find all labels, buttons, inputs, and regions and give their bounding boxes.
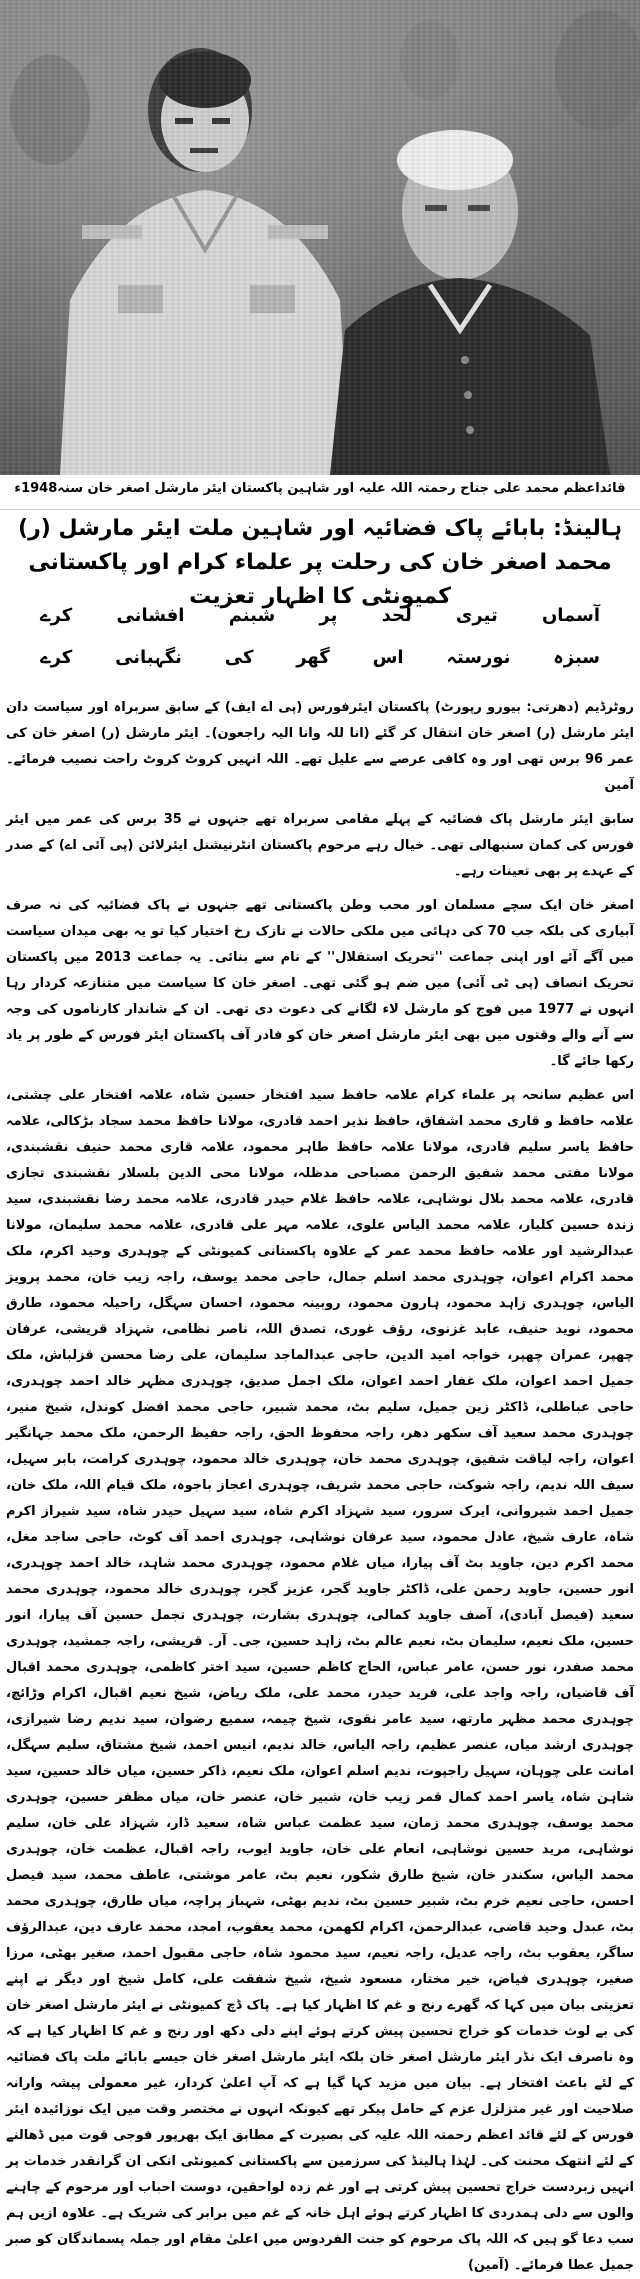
article-body: [6, 695, 634, 2279]
verse-word: اس: [372, 647, 404, 668]
verse-line-2: [40, 647, 600, 668]
verse-line-1: [40, 605, 600, 626]
paragraph-politics: اصغر خان ایک سچے مسلمان اور محب وطن پاکستانی تھے جنہوں نے پاک فضائیہ کی نہ صرف آبیاری کی بلکہ جب 70 کی دہائی میں ملکی حالات نے نازک رخ اختیار کیا تو یہ بھی میدان سیاست میں آگے آئے اور اپنی جماعت ''تحریک استقلال'' کے نام سے بنائی۔ یہ جماعت 2013 میں پاکستان تحریک انصاف (پی ٹی آئی) میں ضم ہو گئی تھی۔ اصغر خان کا سیاست میں متنازعہ کردار رہا انہوں نے 1977 میں فوج کو مارشل لاء لگانے کی دعوت دی تھی۔ ان کے شاندار کارناموں کی وجہ سے آنے والے وقتوں میں بھی ایئر مارشل اصغر خان کو فادر آف پاکستان ایئر فورس کے طور پر یاد رکھا جائے گا۔: [6, 898, 634, 1069]
paragraph-intro: روٹرڈیم (دھرتی: بیورو رپورٹ) پاکستان ایئرفورس (پی اے ایف) کے سابق سربراہ اور سیاست دان ایئر مارشل (ر) اصغر خان انتقال کر گئے (انا للہ وانا الیہ راجعون)۔ ایئر مارشل (ر) اصغر خان کی عمر 96 برس تھی اور وہ کافی عرصے سے علیل تھے۔ اللہ انہیں کروٹ کروٹ راحت نصیب فرمائے۔ آمین: [6, 700, 634, 793]
verse-word: سبزہ: [553, 647, 600, 668]
verse-word: نورستہ: [446, 647, 511, 668]
divider: [0, 509, 640, 510]
verse-word: کرے: [40, 647, 73, 668]
verse-word: افشانی: [116, 605, 185, 626]
photo-caption: قائداعظم محمد علی جناح رحمتہ اللہ علیہ اور شاہین پاکستان ایئر مارشل اصغر خان سنہ1948ء: [14, 481, 626, 496]
headline: ہالینڈ: بابائے پاک فضائیہ اور شاہین ملت ایئر مارشل (ر) محمد اصغر خان کی رحلت پر علماء کرام اور پاکستانی کمیونٹی کا اظہار تعزیت: [18, 516, 622, 609]
verse-word: نگہبانی: [115, 647, 182, 668]
paragraph-condolences: اس عظیم سانحہ پر علماء کرام علامہ حافظ سید افتخار حسین شاہ، علامہ افتخار علی چشتی، علامہ حافظ و قاری محمد اشفاق، حافظ نذیر احمد قادری، مولانا حافظ محمد سجاد بڑکالی، علامہ حافظ یاسر سلیم قادری، مولانا علامہ حافظ طاہر محمود، علامہ قاری محمد حنیف نقشبندی، مولانا مفتی محمد شفیق الرحمن مصباحی مدظلہ، مولانا محی الدین بلسلار نقشبندی تجازی قادری، علامہ محمد بلال نوشاہی، علامہ حافظ غلام حیدر قادری، علامہ محمد رضا نقشبندی، سید زندہ حسین کلیار، علامہ محمد الیاس علوی، علامہ مہر علی قادری، علامہ محمد سلیمان، مولانا عبدالرشید اور علامہ حافظ محمد عمر کے علاوہ پاکستانی کمیونٹی کے چوہدری وحید اکرم، ملک محمد اکرام اعوان، چوہدری محمد اسلم جمال، حاجی محمد یوسف، راجہ زیب خان، محمد پرویز الیاس، چوہدری زاہد محمود، ہارون محمود، روبینہ محمود، احسان سہگل، راحیلہ محمود، طارق محمود، نوید حنیف، عابد غزنوی، رؤف غوری، تصدق اللہ، ناصر نظامی، شہزاد قریشی، عرفان چھپر، عمران چھپر، خواجہ امید الدین، حاجی عبدالماجد سلیمان، علی رضا محسن قزلباش، ملک جمیل احمد اعوان، ملک غفار احمد اعوان، ملک اجمل صدیق، چوہدری مظہر خالد احمد چوہدری، حاجی عباطلی، ڈاکٹر زین جمیل، سلیم بٹ، محمد شبیر، حاجی محمد افضل کوندل، شیخ منیر، چوہدری محمد سعید آف سکھر دھر، راجہ محفوظ الحق، راجہ حفیظ الرحمن، ملک محمد جہانگیر اعوان، راجہ لیاقت شفیق، چوہدری محمد خان، چوہدری خالد محمود، چوہدری کرامت، بابر سہیل، سیف اللہ ندیم، راجہ شوکت، حاجی محمد شریف، چوہدری اعجاز باجوہ، ملک قیام اللہ، ملک خان، جمیل احمد شیروانی، ایرک سرور، سید شہزاد اکرم شاہ، سید سہیل حیدر شاہ، سید شیراز اکرم شاہ، عارف شیخ، عادل محمود، سید عرفان نوشاہی، چوہدری احمد آف کوٹ، حاجی ساجد مغل، محمد اکرم دین، جاوید بٹ آف پیارا، میاں غلام محمود، چوہدری محمد شاہد، خالد احمد چوہدری، انور حسین، جاوید رحمن علی، ڈاکٹر جاوید گجر، عزیز گجر، چوہدری خالد محمود، چوہدری محمد سعید (فیصل آبادی)، آصف جاوید کمالی، چوہدری بشارت، چوہدری تجمل حسین آف پیارا، انور حسین، ملک نعیم، سلیمان بٹ، نعیم عالم بٹ، زاہد حسین، جی۔ آر۔ قریشی، راجہ جمشید، چوہدری محمد صفدر، نور حسن، عامر عباس، الحاج کاظم حسین، سید اختر کاظمی، چوہدری محمد اقبال آف قاضیاں، راجہ واجد علی، فرید حیدر، محمد علی، ملک ریاض، شیخ نعیم اقبال، اکرام وڑائچ، چوہدری محمد مظہر مارتھ، سید عامر نقوی، شیخ چیمہ، سمیع رضوان، سید ندیم رضا شیرازی، چوہدری ارشد میاں، عنصر عظیم، راجہ الیاس، خالد ندیم، انیس احمد، شیخ مشتاق، سلیم سہگل، امانت علی چوہان، سہیل راجپوت، ندیم اسلم اعوان، ملک نعیم، ذاکر حسین، میاں خالد حسین، سید شاہن شاہ، یاسر احمد کمال قمر زیب خان، شبیر خان، عنصر خان، میاں مظفر حسین، چوہدری محمد یوسف، چوہدری محمد زمان، سید عظمت عباس شاہ، سعید ڈار، شہزاد علی خان، سلیم نوشاہی، مرید حسین نوشاہی، انعام علی خان، جاوید ایوب، راجہ اقبال، عظمت خان، چوہدری محمد الیاس، سکندر خان، شیخ طارق شکور، نعیم بٹ، عامر موشتی، عاطف محمد، سید فیصل احسن، حاجی نعیم خرم بٹ، شبیر حسین بٹ، ندیم بھٹی، شہباز پراچہ، میاں طارق، چوہدری محمد بٹ، عبدل وحید قاضی، عبدالرحمن، اکرام لکھمن، محمد یعقوب، امجد، محمد عارف دین، عبدالرؤف ساگر، یعقوب بٹ، راجہ عدیل، راجہ نعیم، سید محمود شاہ، حاجی مقبول احمد، صغیر بھٹی، مرزا صغیر، چوہدری فیاض، خیر مختار، مسعود شیخ، شیخ شفقت علی، کامل شیخ اور دیگر نے اپنے تعزیتی بیان میں کہا کہ گھرے رنج و غم کا اظہار کیا ہے۔ پاک ڈچ کمیونٹی نے ایئر مارشل اصغر خان کی بے لوث خدمات کو خراج تحسین پیش کرتے ہوئے اپنے دلی دکھ اور رنج و غم کا اظہار کیا ہے کہ وہ ناصرف ایک نڈر ایئر مارشل اصغر خان بلکہ ایئر مارشل اصغر خان جیسے بابائے ملت پاک فضائیہ کے لئے باعث افتخار ہے۔ بیان میں مزید کہا گیا ہے کہ آپ اعلیٰ کردار، غیر معمولی پیشہ وارانہ صلاحیت اور غیر متزلزل عزم کے حامل پیکر تھے کیونکہ انہوں نے مختصر وقت میں ایک نوزائیدہ ایئر فورس کے لئے قائد اعظم رحمتہ اللہ علیہ کی بصیرت کے مطابق ایک بھرپور فوجی قوت میں ڈھالنے کے لئے انتھک محنت کی۔ لہٰذا ہالینڈ کی سرزمین سے پاکستانی کمیونٹی انکی ان گرانقدر خدمات پر انہیں زبردست خراج تحسین پیش کرتی ہے اور غم زدہ لواحقین، دوست احباب اور مرحوم کے چاہنے والوں سے دلی ہمدردی کا اظہار کرتے ہوئے اہل خانہ کے غم میں برابر کی شریک ہے۔ علاوہ ازیں ہم سب دعا گو ہیں کہ اللہ پاک مرحوم کو جنت الفردوس میں اعلیٰ مقام اور جملہ پسماندگان کو صبر جمیل عطا فرمائے۔ (آمین): [6, 1088, 634, 2273]
paragraph-career: سابق ایئر مارشل پاک فضائیہ کے پہلے مقامی سربراہ تھے جنہوں نے 35 برس کی عمر میں ایئر فورس کی کمان سنبھالی تھی۔ خیال رہے مرحوم پاکستان انٹرنیشنل ایئرلائن (پی آئی اے) کے صدر کے عہدے پر بھی تعینات رہے۔: [6, 812, 635, 879]
verse-word: آسماں: [541, 605, 600, 626]
verse-word: کی: [224, 647, 254, 668]
historical-photo: [0, 0, 640, 475]
verse-word: شبنم: [228, 605, 276, 626]
verse-word: پر: [319, 605, 338, 626]
verse-word: گھر: [296, 647, 330, 668]
photo-grain: [0, 0, 640, 475]
verse-word: کرے: [40, 605, 73, 626]
verse-word: لحد: [381, 605, 412, 626]
verse-word: تیری: [455, 605, 498, 626]
